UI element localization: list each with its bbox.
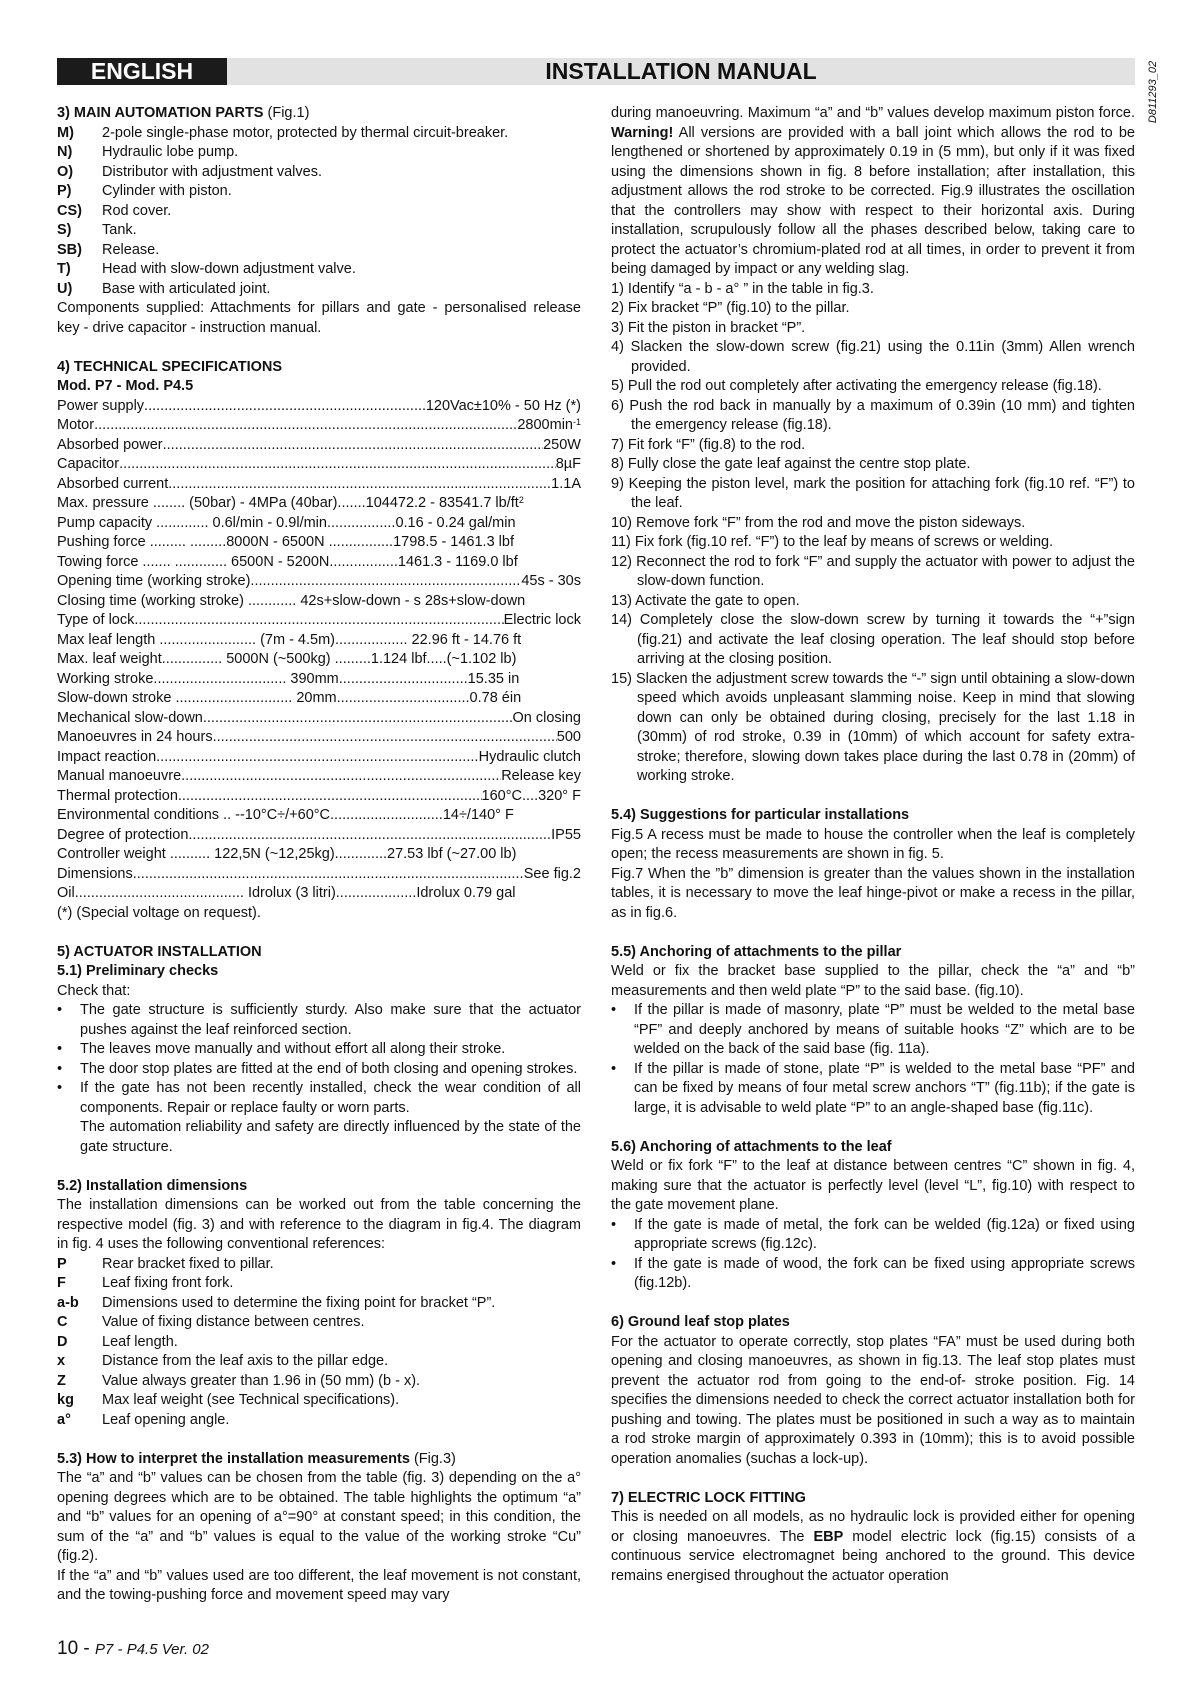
spec-leader — [188, 826, 551, 846]
spec-row — [57, 475, 581, 495]
spec-row — [57, 767, 581, 787]
warning-label: Warning! — [611, 124, 674, 141]
spec-row — [57, 670, 581, 690]
step-item: 14) Completely close the slow-down screw by turning it towards the “+”sign (fig.21) and activate the leaf closing operation. The leaf should stop before arriving at the closing position. — [611, 612, 1135, 667]
spec-row — [57, 884, 581, 904]
spec-value: 250W — [543, 436, 581, 453]
section-5-3-text-2: If the “a” and “b” values used are too different, the leaf movement is not constant, and the towing-pushing force and movement speed may vary — [57, 1567, 581, 1603]
spec-row — [57, 397, 581, 417]
special-voltage-note: (*) (Special voltage on request). — [57, 904, 261, 921]
bullet-icon: • — [611, 1002, 617, 1018]
spec-label: Degree of protection — [57, 826, 189, 843]
step-item: 3) Fit the piston in bracket “P”. — [611, 319, 806, 336]
spec-superscript: -1 — [572, 417, 581, 427]
spec-row — [57, 865, 581, 885]
part-item — [57, 280, 581, 300]
section-5-6-text: Weld or fix fork “F” to the leaf at distance between centres “C” shown in fig. 4, making sure that the actuator is perfectly level (level “L”, fig.10) with respect to the gate movement plane. — [611, 1158, 1135, 1213]
step-item: 2) Fix bracket “P” (fig.10) to the pillar. — [611, 300, 850, 316]
spec-row — [57, 416, 581, 436]
reference-item — [57, 1313, 581, 1333]
section-5-heading: 5) ACTUATOR INSTALLATION — [57, 943, 262, 960]
spec-label: Environmental conditions .. --10°C÷/+60°C............................14÷/140° F — [57, 807, 514, 823]
bullet-text: If the pillar is made of masonry, plate “P” must be welded to the metal base “PF” and deeply anchored by means of suitable hooks “Z” which are to be welded on the back of the said base (fig. 11a). — [634, 1002, 1135, 1057]
right-column — [611, 104, 1135, 1586]
parts-list — [57, 124, 581, 300]
bullet-item — [611, 1001, 1135, 1060]
part-key: P) — [57, 183, 72, 199]
section-7-text: This is needed on all models, as no hydraulic lock is provided either for opening or closing manoeuvres. The EBP model electric lock (fig.15) consists of a continuous service electromagnet being anchored to the ground. This device remains energised throughout the actuator operation — [611, 1509, 1136, 1584]
spec-leader — [163, 436, 544, 456]
spec-label: Type of lock — [57, 612, 135, 628]
spec-row — [57, 611, 581, 631]
spec-value: 120Vac±10% - 50 Hz (*) — [425, 397, 581, 414]
spec-row — [57, 553, 581, 573]
spec-label: Absorbed current — [57, 475, 169, 492]
spec-leader — [133, 865, 524, 885]
spec-leader — [203, 709, 513, 729]
section-7-heading: 7) ELECTRIC LOCK FITTING — [611, 1489, 806, 1506]
components-supplied: Components supplied: Attachments for pillars and gate - personalised release key - drive capacitor - instruction manual. — [57, 300, 581, 336]
reference-key: x — [57, 1353, 66, 1369]
spec-label: Closing time (working stroke) ............ 42s+slow-down - s 28s+slow-down — [57, 592, 526, 609]
spec-leader — [119, 455, 556, 475]
spec-label: Motor — [57, 417, 95, 433]
step-item: 9) Keeping the piston level, mark the position for attaching fork (fig.10 ref. “F”) to the leaf. — [611, 475, 1135, 511]
reference-key: F — [57, 1275, 66, 1291]
reference-item — [57, 1391, 581, 1411]
spec-label: Towing force ....... ............. 6500N - 5200N.................1461.3 - 1169.0 lbf — [57, 553, 518, 570]
page-header — [57, 58, 1135, 85]
part-text: Cylinder with piston. — [102, 183, 232, 199]
spec-row — [57, 709, 581, 729]
spec-leader — [144, 397, 426, 417]
spec-row — [57, 650, 581, 670]
check-text: The gate structure is sufficiently sturdy. Also make sure that the actuator pushes against the leaf reinforced section. — [80, 1002, 581, 1038]
check-item — [57, 1079, 581, 1118]
reference-text: Leaf fixing front fork. — [102, 1275, 234, 1291]
part-text: Base with articulated joint. — [102, 280, 271, 297]
section-5-4-text-2: Fig.7 When the ”b” dimension is greater than the values shown in the installation tables, it is necessary to move the leaf hinge-pivot or make a recess in the pillar, as in fig.6. — [611, 865, 1135, 921]
part-item — [57, 202, 581, 222]
reference-key: D — [57, 1333, 68, 1350]
spec-label: Controller weight .......... 122,5N (~12,25kg).............27.53 lbf (~27.00 lb) — [57, 846, 517, 862]
references-list — [57, 1255, 581, 1431]
part-key: M) — [57, 124, 74, 141]
check-text: The leaves move manually and without effort all along their stroke. — [80, 1041, 506, 1057]
part-key: SB) — [57, 241, 82, 258]
section-5-5-heading: 5.5) Anchoring of attachments to the pillar — [611, 943, 902, 960]
installation-steps — [611, 280, 1135, 787]
spec-row — [57, 494, 581, 514]
spec-value: Electric lock — [503, 612, 581, 628]
spec-row — [57, 533, 581, 553]
part-key: U) — [57, 280, 73, 297]
step-item: 10) Remove fork “F” from the rod and move the piston sideways. — [611, 514, 1026, 531]
spec-row — [57, 455, 581, 475]
section-5-2-heading: 5.2) Installation dimensions — [57, 1177, 248, 1194]
section-3-heading: 3) MAIN AUTOMATION PARTS (Fig.1) — [57, 105, 310, 121]
manual-title: INSTALLATION MANUAL — [545, 58, 817, 84]
spec-leader — [94, 416, 517, 436]
check-item — [57, 1060, 581, 1080]
checks-list — [57, 1001, 581, 1118]
spec-row — [57, 689, 581, 709]
spec-row — [57, 806, 581, 826]
bullet-text: If the gate is made of metal, the fork can be welded (fig.12a) or fixed using appropriate screws (fig.12c). — [634, 1216, 1135, 1252]
reference-item — [57, 1255, 581, 1275]
bullet-text: If the gate is made of wood, the fork can be fixed using appropriate screws (fig.12b). — [634, 1255, 1135, 1291]
section-6-text: For the actuator to operate correctly, stop plates “FA” must be used during both opening and closing manoeuvres, as shown in fig.13. The leaf stop plates must prevent the actuator rod from going to the end-of- stroke position. Fig. 14 specifies the dimensions needed to check the correct actuator installation both for pushing and towing. The plates must be positioned in such a way as to maintain a rod stroke margin of approximately 0.393 in (10mm); this is to avoid possible operation anomalies (suchas a lock-up). — [611, 1333, 1135, 1467]
reference-text: Rear bracket fixed to pillar. — [102, 1255, 274, 1272]
section-4-heading: 4) TECHNICAL SPECIFICATIONS — [57, 358, 283, 375]
spec-label: Opening time (working stroke) — [57, 573, 251, 589]
bullet-item — [611, 1216, 1135, 1255]
spec-leader — [178, 787, 482, 807]
step-item: 11) Fix fork (fig.10 ref. “F”) to the leaf by means of screws or welding. — [611, 534, 1054, 550]
step-item: 1) Identify “a - b - a° ” in the table in fig.3. — [611, 280, 874, 297]
bullet-text: If the pillar is made of stone, plate “P” is welded to the metal base “PF” and can be fixed by means of four metal screw anchors “T” (fig.11b); if the gate is large, it is advisable to weld plate “P” to an angle-shaped base (fig.11c). — [634, 1060, 1135, 1116]
part-item — [57, 221, 581, 241]
spec-row — [57, 572, 581, 592]
spec-list — [57, 397, 581, 904]
bullet-icon: • — [57, 1060, 63, 1077]
bullet-item — [611, 1255, 1135, 1294]
check-text: If the gate has not been recently installed, check the wear condition of all components. Repair or replace faulty or worn parts. — [80, 1080, 581, 1116]
spec-label: Power supply — [57, 397, 145, 414]
part-key: S) — [57, 222, 72, 238]
reference-text: Dimensions used to determine the fixing point for bracket “P”. — [102, 1294, 496, 1311]
spec-label: Impact reaction — [57, 748, 157, 765]
section-5-3-heading: 5.3) How to interpret the installation measurements (Fig.3) — [57, 1450, 456, 1467]
spec-row — [57, 845, 581, 865]
language-label: ENGLISH — [57, 58, 227, 85]
spec-value: On closing — [512, 709, 581, 726]
spec-value: See fig.2 — [523, 865, 581, 882]
spec-label: Max leaf length ........................ (7m - 4.5m).................. 22.96 ft - 14.76 ft — [57, 631, 522, 648]
reference-text: Leaf opening angle. — [102, 1411, 230, 1428]
bullet-icon: • — [611, 1216, 617, 1233]
part-item — [57, 182, 581, 202]
spec-row — [57, 728, 581, 748]
spec-label: Absorbed power — [57, 436, 163, 453]
spec-label: Pump capacity ............. 0.6l/min - 0.9l/min.................0.16 - 0.24 gal/min — [57, 514, 516, 531]
spec-leader — [213, 728, 557, 748]
reference-item — [57, 1372, 581, 1392]
section-5-6-heading: 5.6) Anchoring of attachments to the leaf — [611, 1138, 892, 1155]
part-text: Release. — [102, 241, 160, 258]
part-text: Tank. — [102, 222, 137, 238]
section-5-2-text: The installation dimensions can be worked out from the table concerning the respective model (fig. 3) and with reference to the diagram in fig.4. The diagram in fig. 4 uses the following conventional references: — [57, 1197, 581, 1252]
part-text: Hydraulic lobe pump. — [102, 144, 239, 160]
part-item — [57, 124, 581, 144]
page-footer — [57, 1638, 209, 1661]
reference-item — [57, 1352, 581, 1372]
spec-row — [57, 436, 581, 456]
spec-value: 500 — [556, 729, 581, 745]
part-item — [57, 163, 581, 183]
reference-item — [57, 1294, 581, 1314]
spec-label: Manoeuvres in 24 hours — [57, 729, 213, 745]
reference-item — [57, 1333, 581, 1353]
continued-text: during manoeuvring. Maximum “a” and “b” values develop maximum piston force. Warning! All versions are provided with a ball joint which allows the rod to be lengthened or shortened by approximately 0.19 in (5 mm), but only if it was fixed using the dimensions shown in fig. 8 before installation; after installation, this adjustment allows the rod stroke to be corrected. Fig.9 illustrates the oscillation that the controllers may show with respect to their horizontal axis. During installation, scrupulously follow all the phases described below, taking care to protect the actuator’s chromium-plated rod at all times, in order to prevent it from being damaged by impact or any welding slag. — [611, 105, 1135, 277]
reference-key: C — [57, 1314, 68, 1330]
check-text: The door stop plates are fitted at the end of both closing and opening strokes. — [80, 1060, 578, 1077]
reference-text: Leaf length. — [102, 1333, 178, 1350]
reference-text: Max leaf weight (see Technical specifications). — [102, 1392, 400, 1408]
section-5-4-heading: 5.4) Suggestions for particular installations — [611, 807, 910, 823]
section-5-3-text: The “a” and “b” values can be chosen from the table (fig. 3) depending on the a° opening degrees which are to be obtained. The table highlights the optimum “a” and “b” values for an opening of a°=90° at constant speed; in this condition, the sum of the “a” and “b” values is equal to the value of the working stroke “Cu” (fig.2). — [57, 1470, 581, 1564]
spec-label: Dimensions — [57, 865, 133, 882]
step-item: 15) Slacken the adjustment screw towards the “-” sign until obtaining a slow-down speed which avoids unpleasant slamming noise. Keep in mind that slowing down can only be obtained during closing, precisely for the last 1.18 in (30mm) of rod stroke, 0.39 in (10mm) of which account for safety extra-stroke; therefore, slowing down takes place during the last 0.78 in (20mm) of working stroke. — [611, 670, 1135, 784]
part-text: Distributor with adjustment valves. — [102, 163, 322, 180]
part-item — [57, 143, 581, 163]
reference-text: Distance from the leaf axis to the pillar edge. — [102, 1353, 389, 1369]
page-number: 10 - — [57, 1638, 96, 1659]
step-item: 4) Slacken the slow-down screw (fig.21) using the 0.11in (3mm) Allen wrench provided. — [611, 339, 1135, 375]
spec-value: 1.1A — [551, 475, 581, 492]
spec-value: 8µF — [555, 456, 581, 472]
step-item: 7) Fit fork “F” (fig.8) to the rod. — [611, 436, 806, 453]
bullet-icon: • — [57, 1041, 63, 1057]
spec-label: Working stroke................................. 390mm................................15.35 in — [57, 670, 520, 687]
bullet-item — [611, 1060, 1135, 1119]
check-item — [57, 1040, 581, 1060]
spec-value: 160°C....320° F — [481, 787, 581, 804]
part-key: O) — [57, 163, 74, 180]
part-key: T) — [57, 261, 71, 277]
reference-item — [57, 1274, 581, 1294]
model-version: P7 - P4.5 Ver. 02 — [95, 1641, 209, 1658]
spec-row — [57, 514, 581, 534]
spec-label: Thermal protection — [57, 787, 178, 804]
spec-value: 45s - 30s — [521, 573, 581, 589]
part-item — [57, 241, 581, 261]
step-item: 12) Reconnect the rod to fork “F” and supply the actuator with power to adjust the slow-down function. — [611, 553, 1135, 589]
spec-value: Hydraulic clutch — [478, 748, 581, 765]
reference-item — [57, 1411, 581, 1431]
spec-row — [57, 748, 581, 768]
spec-superscript: 2 — [518, 495, 524, 505]
section-5-1-heading: 5.1) Preliminary checks — [57, 963, 219, 979]
spec-label: Manual manoeuvre — [57, 768, 182, 784]
leaf-anchoring-list — [611, 1216, 1135, 1294]
pillar-anchoring-list — [611, 1001, 1135, 1118]
ebp-label: EBP — [813, 1528, 844, 1545]
reliability-note: The automation reliability and safety are directly influenced by the state of the gate structure. — [80, 1119, 581, 1155]
spec-label: Mechanical slow-down — [57, 709, 203, 726]
spec-leader — [134, 611, 503, 631]
bullet-icon: • — [57, 1002, 63, 1018]
spec-label: Max. pressure ........ (50bar) - 4MPa (40bar).......104472.2 - 83541.7 lb/ft — [57, 495, 519, 511]
spec-leader — [156, 748, 479, 768]
bullet-icon: • — [611, 1255, 617, 1272]
step-item: 5) Pull the rod out completely after activating the emergency release (fig.18). — [611, 378, 1102, 394]
spec-row — [57, 631, 581, 651]
section-6-heading: 6) Ground leaf stop plates — [611, 1314, 790, 1330]
spec-leader — [168, 475, 551, 495]
part-key: N) — [57, 144, 73, 160]
spec-value: IP55 — [551, 826, 581, 843]
spec-value: Release key — [501, 768, 581, 784]
reference-key: Z — [57, 1372, 66, 1389]
reference-text: Value always greater than 1.96 in (50 mm) (b - x). — [102, 1372, 421, 1389]
spec-label: Capacitor — [57, 456, 120, 472]
part-text: Head with slow-down adjustment valve. — [102, 261, 356, 277]
part-key: CS) — [57, 202, 82, 219]
spec-value: $2800\min^{-1}$ — [517, 417, 581, 433]
spec-label: Oil.......................................... Idrolux (3 litri)....................Idrolux 0.79 gal — [57, 885, 516, 901]
reference-key: a-b — [57, 1294, 79, 1311]
reference-text: Value of fixing distance between centres. — [102, 1314, 365, 1330]
document-code: D811293_02 — [1147, 60, 1159, 124]
spec-label: Max. leaf weight............... 5000N (~500kg) .........1.124 lbf.....(~1.102 lb) — [57, 651, 517, 667]
check-that-label: Check that: — [57, 982, 131, 999]
spec-leader — [181, 767, 501, 787]
spec-row — [57, 787, 581, 807]
spec-leader — [250, 572, 521, 592]
bullet-icon: • — [57, 1080, 63, 1096]
document-reference — [1145, 57, 1161, 127]
reference-key: P — [57, 1255, 67, 1272]
reference-key: a° — [57, 1411, 71, 1428]
part-text: 2-pole single-phase motor, protected by thermal circuit-breaker. — [102, 124, 509, 141]
step-item: 6) Push the rod back in manually by a maximum of 0.39in (10 mm) and tighten the emergency release (fig.18). — [611, 397, 1135, 433]
spec-row — [57, 592, 581, 612]
step-item: 8) Fully close the gate leaf against the centre stop plate. — [611, 456, 971, 472]
left-column — [57, 104, 581, 1606]
section-5-5-text: Weld or fix the bracket base supplied to the pillar, check the “a” and “b” measurements and then weld plate “P” to the said base. (fig.10). — [611, 963, 1135, 999]
part-text: Rod cover. — [102, 202, 172, 219]
reference-key: kg — [57, 1392, 74, 1408]
spec-label: Slow-down stroke ............................. 20mm.................................0.78 éin — [57, 690, 522, 706]
spec-row — [57, 826, 581, 846]
model-heading: Mod. P7 - Mod. P4.5 — [57, 378, 194, 394]
section-5-4-text-1: Fig.5 A recess must be made to house the controller when the leaf is completely open; the recess measurements are shown in fig. 5. — [611, 826, 1135, 862]
spec-label: Pushing force ......... .........8000N - 6500N ................1798.5 - 1461.3 lbf — [57, 534, 514, 550]
step-item: 13) Activate the gate to open. — [611, 592, 800, 609]
check-item — [57, 1001, 581, 1040]
bullet-icon: • — [611, 1060, 617, 1077]
part-item — [57, 260, 581, 280]
